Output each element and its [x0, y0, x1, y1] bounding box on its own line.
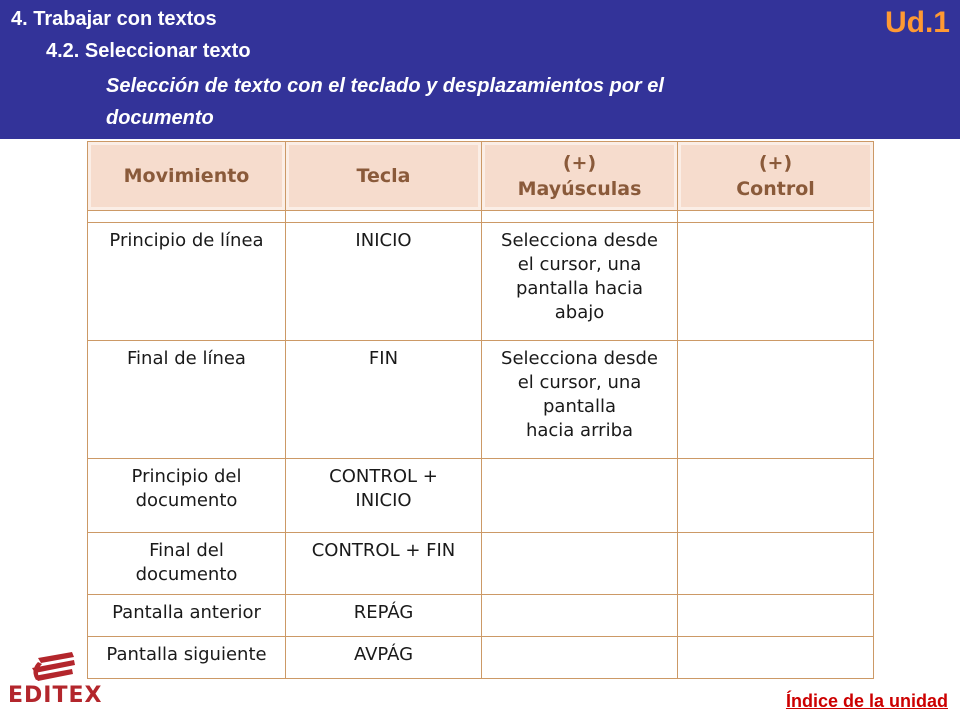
slide-header — [0, 0, 960, 139]
cell-tecla: CONTROL + INICIO — [286, 459, 482, 533]
cell-mayusculas — [482, 595, 678, 637]
cell-movimiento: Final de línea — [88, 341, 286, 459]
editex-logo-text: EDITEX — [8, 683, 103, 708]
cell-control — [678, 341, 874, 459]
cell-movimiento: Pantalla anterior — [88, 595, 286, 637]
cell-tecla: INICIO — [286, 223, 482, 341]
unit-badge: Ud.1 — [884, 6, 950, 39]
cell-mayusculas — [482, 459, 678, 533]
table-row — [88, 595, 874, 637]
cell-mayusculas: Selecciona desde el cursor, una pantalla hacia arriba — [482, 341, 678, 459]
col-header-mayusculas: (+) Mayúsculas — [482, 142, 678, 211]
table-row — [88, 341, 874, 459]
cell-tecla: AVPÁG — [286, 637, 482, 679]
table-header-row — [88, 142, 874, 211]
table-row — [88, 533, 874, 595]
col-header-control: (+) Control — [678, 142, 874, 211]
cell-mayusculas: Selecciona desde el cursor, una pantalla hacia abajo — [482, 223, 678, 341]
topic-title-line1: Selección de texto con el teclado y desplazamientos por el — [106, 75, 664, 97]
cell-movimiento: Pantalla siguiente — [88, 637, 286, 679]
cell-control — [678, 637, 874, 679]
cell-control — [678, 223, 874, 341]
subsection-title: 4.2. Seleccionar texto — [46, 40, 251, 62]
topic-title-line2: documento — [106, 107, 214, 129]
table-row — [88, 459, 874, 533]
cell-movimiento: Principio de línea — [88, 223, 286, 341]
header-separator — [88, 211, 874, 223]
col-header-tecla: Tecla — [286, 142, 482, 211]
table-row — [88, 223, 874, 341]
cell-mayusculas — [482, 533, 678, 595]
keyboard-selection-table — [87, 141, 873, 679]
col-header-movimiento: Movimiento — [88, 142, 286, 211]
cell-tecla: FIN — [286, 341, 482, 459]
unit-index-link[interactable]: Índice de la unidad — [785, 691, 948, 711]
cell-control — [678, 533, 874, 595]
cell-tecla: CONTROL + FIN — [286, 533, 482, 595]
cell-movimiento: Final del documento — [88, 533, 286, 595]
cell-control — [678, 459, 874, 533]
cell-movimiento: Principio del documento — [88, 459, 286, 533]
section-title: 4. Trabajar con textos — [11, 8, 217, 30]
cell-control — [678, 595, 874, 637]
table-row — [88, 637, 874, 679]
cell-mayusculas — [482, 637, 678, 679]
cell-tecla: REPÁG — [286, 595, 482, 637]
